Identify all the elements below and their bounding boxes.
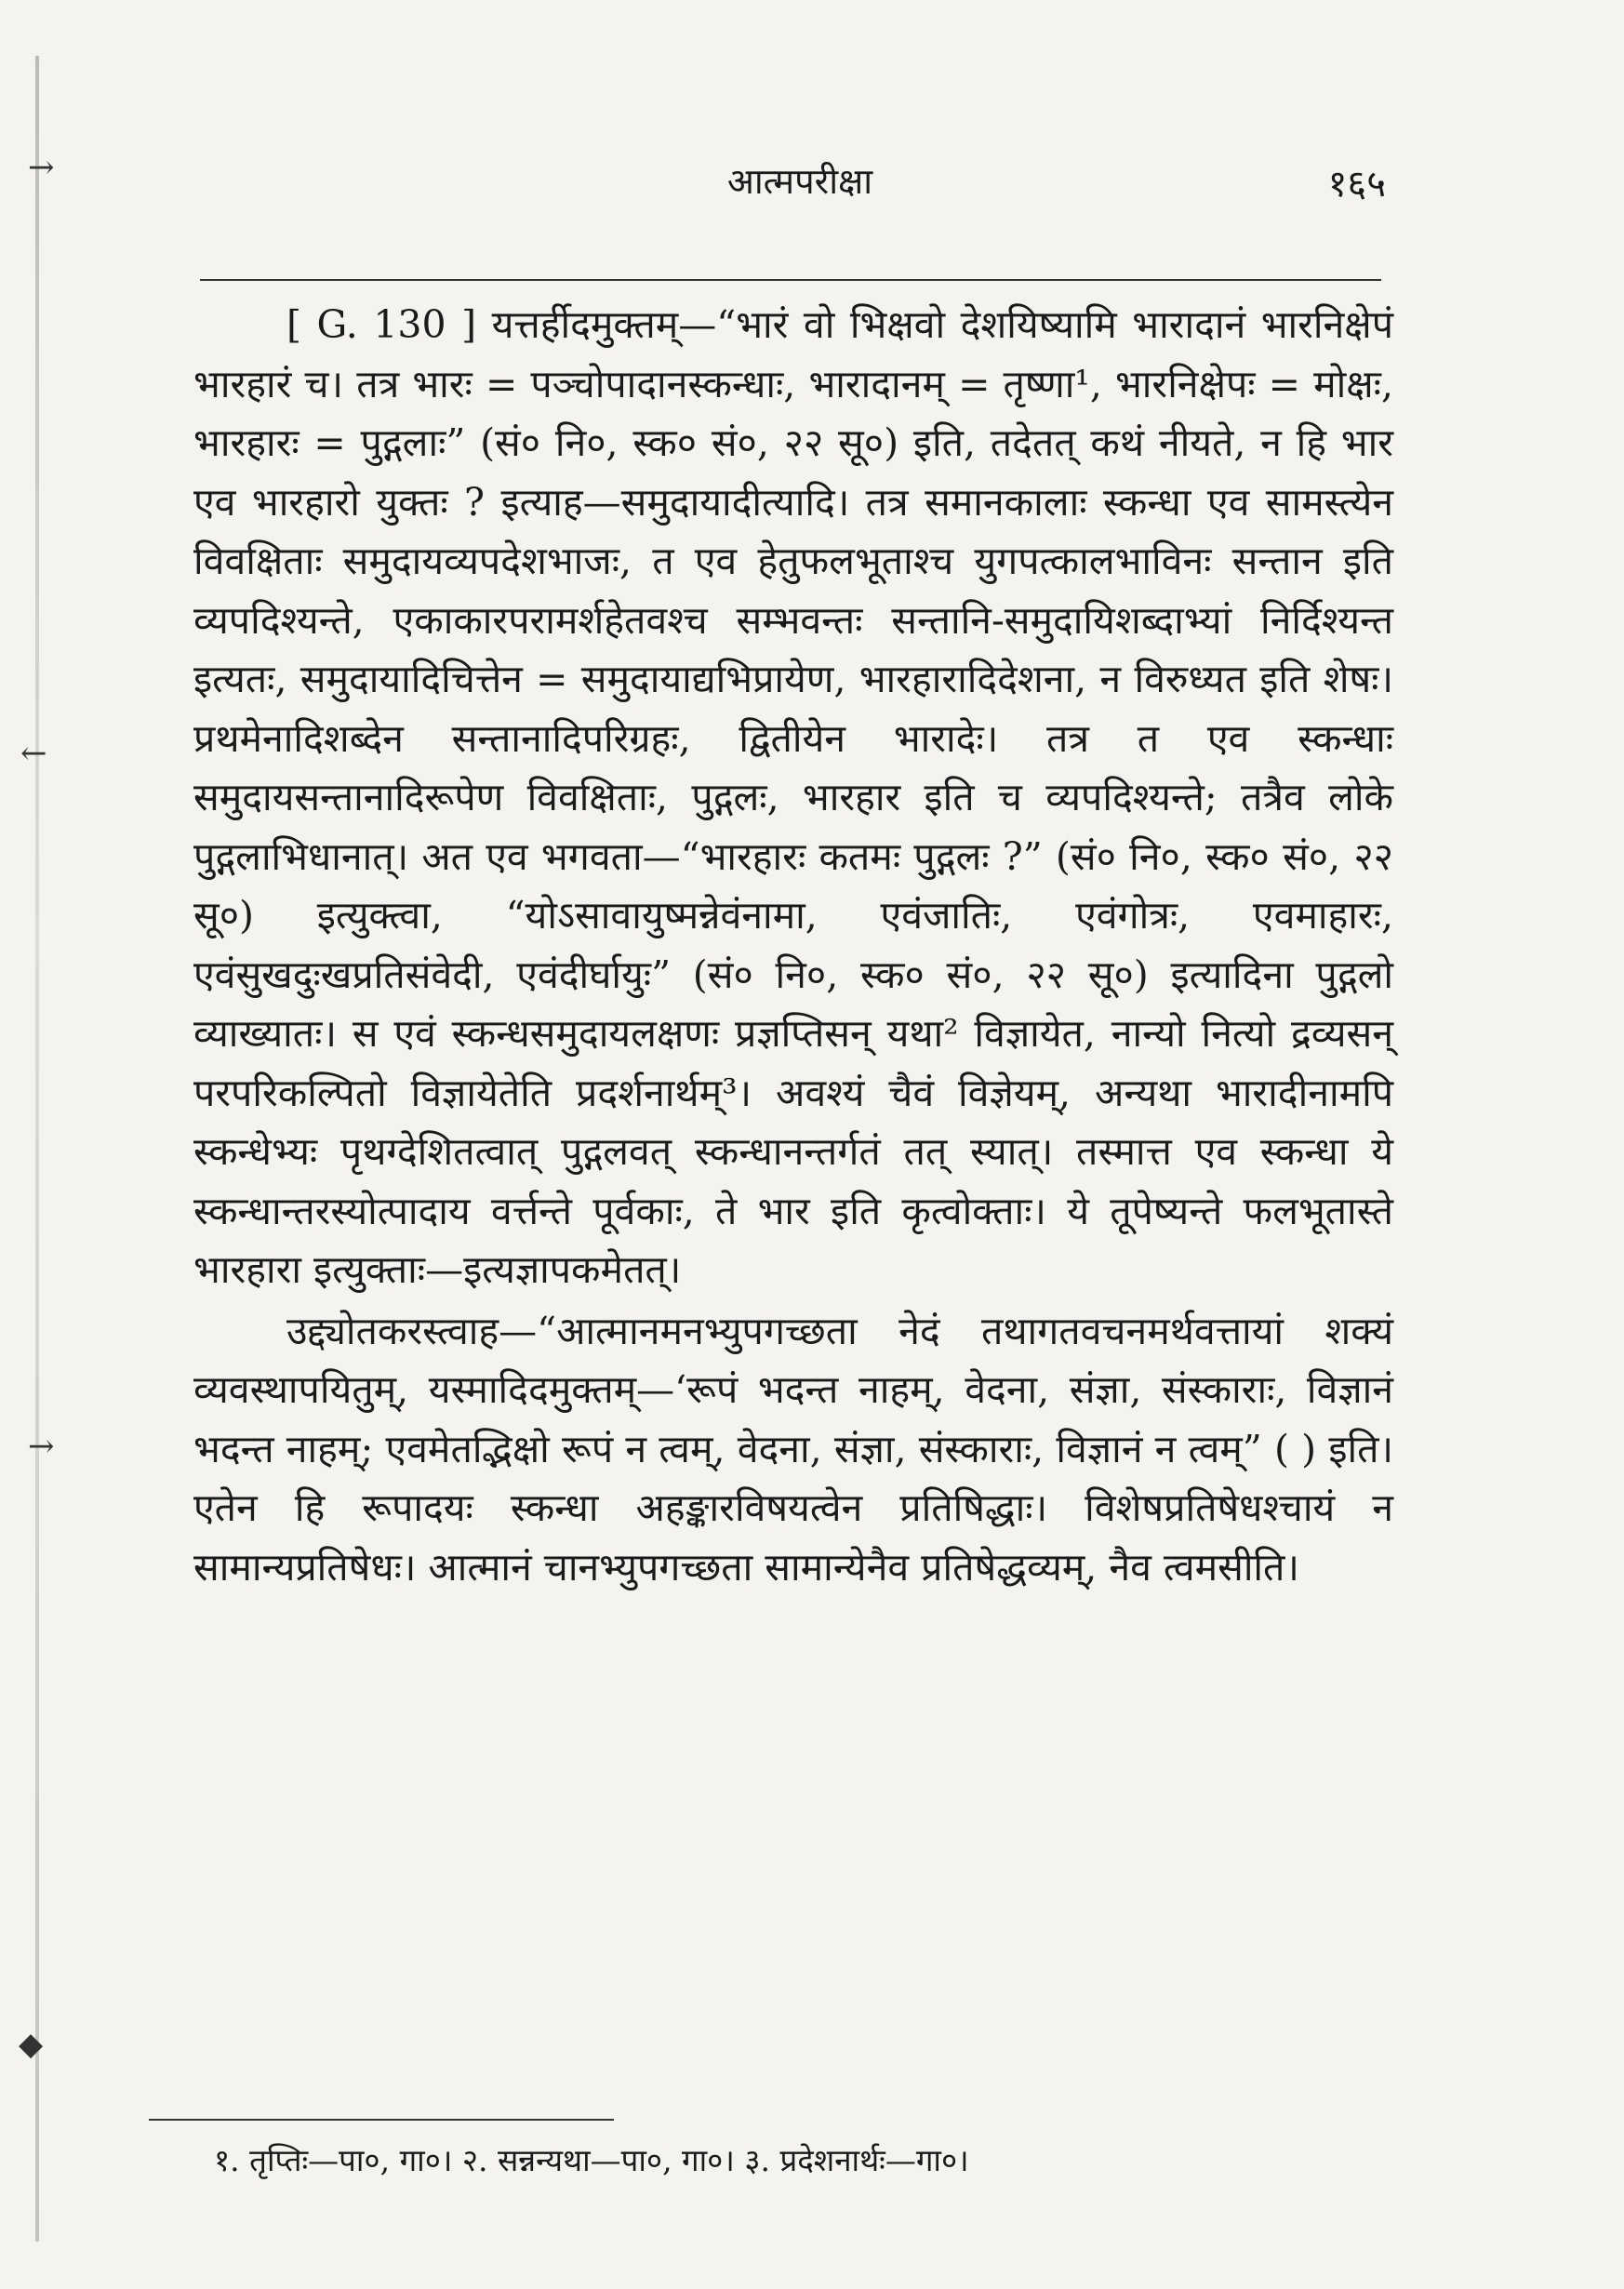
footnotes: १. तृप्तिः—पा०, गा०। २. सन्नन्यथा—पा०, गा०। ३. प्रदेशनार्थः—गा०। [214,2142,969,2178]
paragraph-2: उद्द्योतकरस्त्वाह—“आत्मानमनभ्युपगच्छता नेदं तथागतवचनमर्थवत्तायां शक्यं व्यवस्थापयितुम्, यस्मादिदमुक्तम्—‘रूपं भदन्त नाहम्, वेदना, संज्ञा, संस्काराः, विज्ञानं भदन्त नाहम्; एवमेतद्भिक्षो रूपं न त्वम्, वेदना, संज्ञा, संस्काराः, विज्ञानं न त्वम्” ( ) इति। एतेन हि रूपादयः स्कन्धा अहङ्कारविषयत्वेन प्रतिषिद्धाः। विशेषप्रतिषेधश्चायं न सामान्यप्रतिषेधः। आत्मानं चानभ्युपगच्छता सामान्येनैव प्रतिषेद्धव्यम्, नैव त्वमसीति। [193,1308,1393,1590]
margin-mark: ◆ [19,2026,44,2063]
header-rule [200,279,1381,281]
page-title: आत्मपरीक्षा [726,161,873,202]
running-header [0,156,1624,212]
paragraph-1: [ G. 130 ] यत्तर्हीदमुक्तम्—“भारं वो भिक्षवो देशयिष्यामि भारादानं भारनिक्षेपं भारहारं च। तत्र भारः = पञ्चोपादानस्कन्धाः, भारादानम् = तृष्णा¹, भारनिक्षेपः = मोक्षः, भारहारः = पुद्गलाः” (सं० नि०, स्क० सं०, २२ सू०) इति, तदेतत् कथं नीयते, न हि भार एव भारहारो युक्तः ? इत्याह—समुदायादीत्यादि। तत्र समानकालाः स्कन्धा एव सामस्त्येन विवक्षिताः समुदायव्यपदेशभाजः, त एव हेतुफलभूताश्च युगपत्कालभाविनः सन्तान इति व्यपदिश्यन्ते, एकाकारपरामर्शहेतवश्च सम्भवन्तः सन्तानि-समुदायिशब्दाभ्यां निर्दिश्यन्त इत्यतः, समुदायादिचित्तेन = समुदायाद्यभिप्रायेण, भारहारादिदेशना, न विरुध्यत इति शेषः। प्रथमेनादिशब्देन सन्तानादिपरिग्रहः, द्वितीयेन भारादेः। तत्र त एव स्कन्धाः समुदायसन्तानादिरूपेण विवक्षिताः, पुद्गलः, भारहार इति च व्यपदिश्यन्ते; तत्रैव लोके पुद्गलाभिधानात्। अत एव भगवता—“भारहारः कतमः पुद्गलः ?” (सं० नि०, स्क० सं०, २२ सू०) इत्युक्त्वा, “योऽसावायुष्मन्नेवंनामा, एवंजातिः, एवंगोत्रः, एवमाहारः, एवंसुखदुःखप्रतिसंवेदी, एवंदीर्घायुः” (सं० नि०, स्क० सं०, २२ सू०) इत्यादिना पुद्गलो व्याख्यातः। स एवं स्कन्धसमुदायलक्षणः प्रज्ञप्तिसन् यथा² विज्ञायेत, नान्यो नित्यो द्रव्यसन् परपरिकल्पितो विज्ञायेतेति प्रदर्शनार्थम्³। अवश्यं चैवं विज्ञेयम्, अन्यथा भारादीनामपि स्कन्धेभ्यः पृथग्देशितत्वात् पुद्गलवत् स्कन्धानन्तर्गतं तत् स्यात्। तस्मात्त एव स्कन्धा ये स्कन्धान्तरस्योत्पादाय वर्त्तन्ते पूर्वकाः, ते भार इति कृत्वोक्ताः। ये तूपेष्यन्ते फलभूतास्ते भारहारा इत्युक्ताः—इत्यज्ञापकमेतत्। [193,302,1393,1292]
margin-mark: → [28,1428,55,1465]
main-text [193,296,1393,1597]
margin-mark: ← [20,735,47,772]
page-number: १६५ [1327,163,1386,206]
footnote-rule [149,2119,614,2121]
binding-edge [35,56,39,2242]
margin-mark: → [28,149,55,186]
